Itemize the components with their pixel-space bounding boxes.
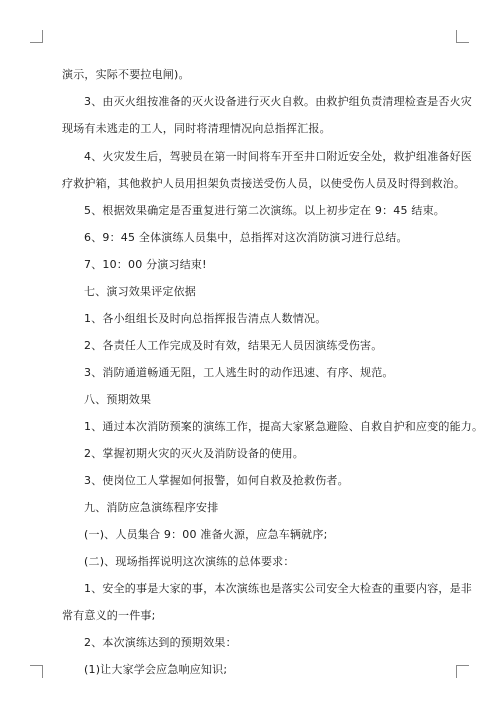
section-heading: 八、预期效果: [84, 393, 152, 406]
text-line: 疗救护箱，其他救护人员用担架负责接送受伤人员，以使受伤人员及时得到救治。: [62, 177, 466, 190]
section-heading: 九、消防应急演练程序安排: [84, 501, 219, 514]
text-line: 2、本次演练达到的预期效果：: [84, 636, 237, 649]
text-line: 1、安全的事是大家的事，本次演练也是落实公司安全大检查的重要内容，是非: [84, 582, 472, 595]
section-heading: 七、演习效果评定依据: [84, 285, 196, 298]
text-line: 7、10：00 分演习结束!: [84, 258, 207, 271]
crop-mark-bottom-left: [30, 665, 43, 678]
text-line: 常有意义的一件事;: [62, 609, 156, 622]
text-line: 2、掌握初期火灾的灭火及消防设备的使用。: [84, 447, 304, 460]
text-line: (一)、人员集合 9：00 准备火源，应急车辆就序;: [84, 528, 328, 541]
text-line: 现场有未逃走的工人，同时将清理情况向总指挥汇报。: [62, 122, 331, 135]
text-line: 4、火灾发生后，驾驶员在第一时间将车开至井口附近安全处，救护组准备好医: [84, 150, 472, 163]
crop-mark-top-left: [30, 30, 43, 43]
text-line: (1)让大家学会应急响应知识;: [84, 663, 228, 676]
text-line: 1、通过本次消防预案的演练工作，提高大家紧急避险、自救自护和应变的能力。: [84, 420, 484, 433]
text-line: 5、根据效果确定是否重复进行第二次演练。以上初步定在 9：45 结束。: [84, 204, 445, 217]
text-line: 6、9：45 全体演练人员集中，总指挥对这次消防演习进行总结。: [84, 231, 408, 244]
text-line: 3、消防通道畅通无阻，工人逃生时的动作迅速、有序、规范。: [84, 366, 394, 379]
text-line: 1、各小组组长及时向总指挥报告清点人数情况。: [84, 312, 327, 325]
text-line: 演示，实际不要拉电闸)。: [62, 68, 190, 81]
crop-mark-top-right: [456, 30, 469, 43]
text-line: (二)、现场指挥说明这次演练的总体要求：: [84, 555, 295, 568]
text-line: 3、由灭火组按准备的灭火设备进行灭火自救。由救护组负责清理检查是否火灾: [84, 95, 472, 108]
text-line: 3、使岗位工人掌握如何报警，如何自救及抢救伤者。: [84, 474, 349, 487]
text-line: 2、各责任人工作完成及时有效，结果无人员因演练受伤害。: [84, 339, 383, 352]
